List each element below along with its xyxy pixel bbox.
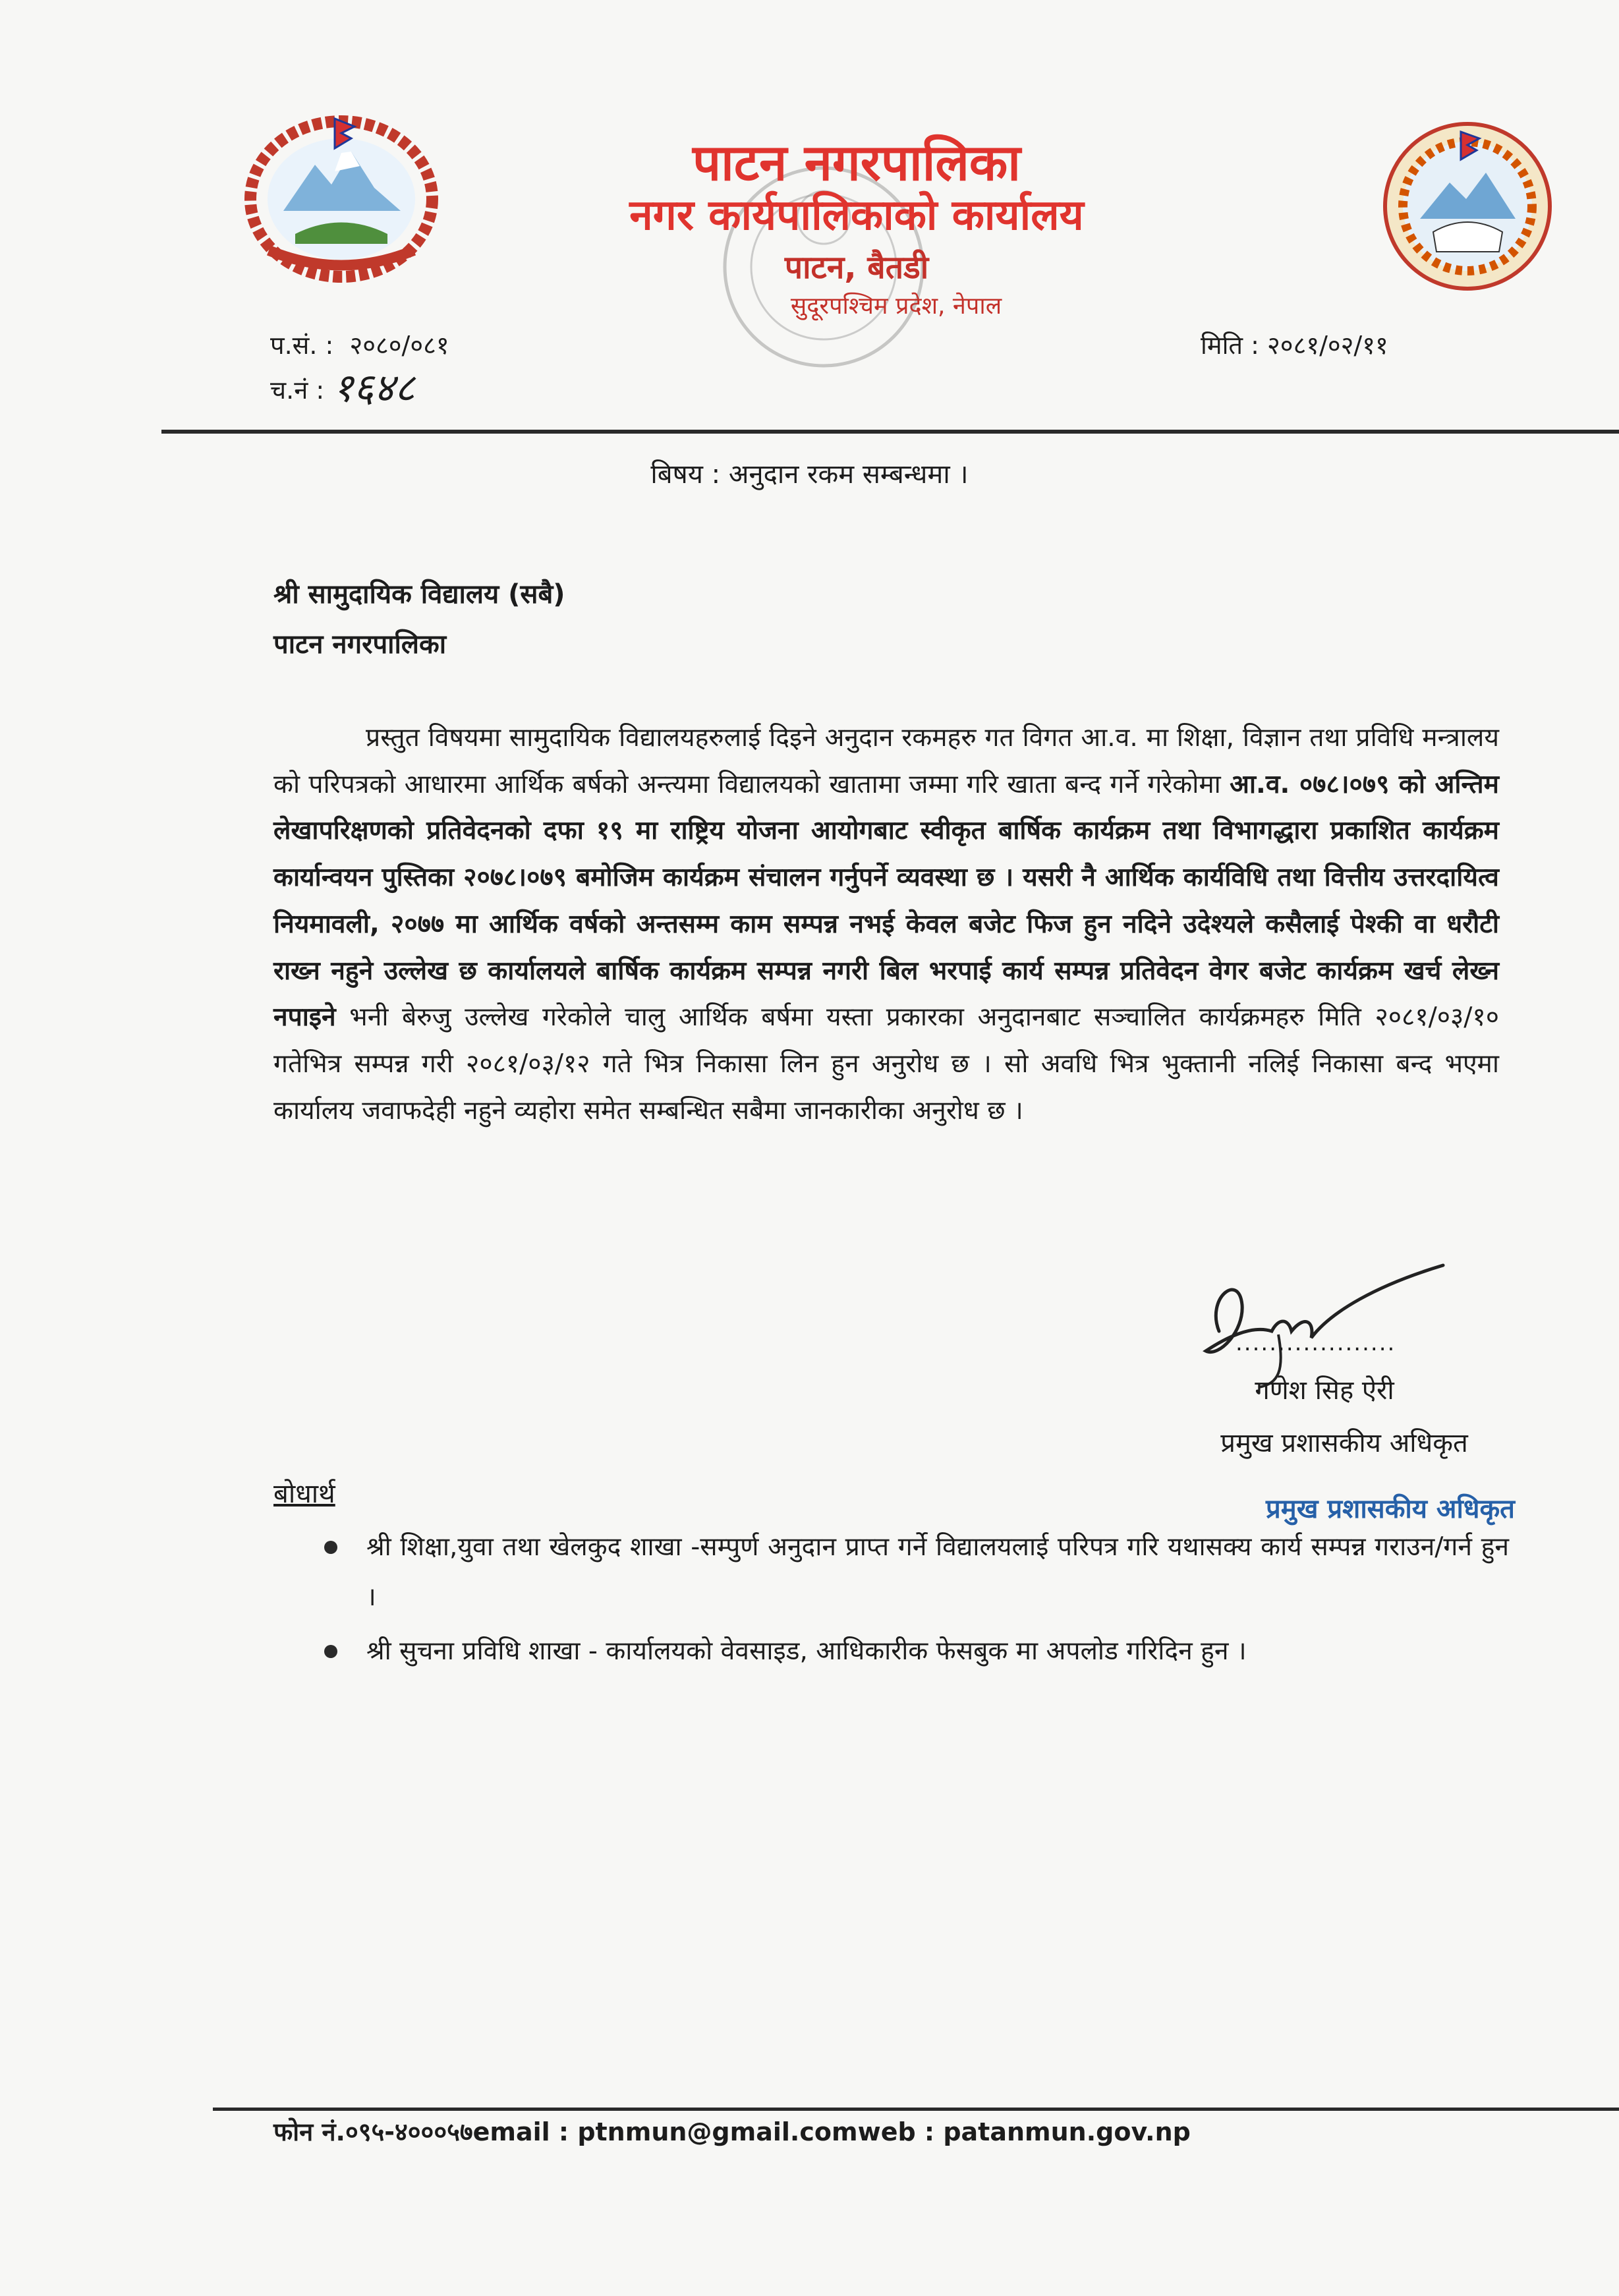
cc-item-text: श्री शिक्षा,युवा तथा खेलकुद शाखा -सम्पुर्ण अनुदान प्राप्त गर्ने विद्यालयलाई परिपत्र गरि यथासक्य कार्य सम्पन्न गराउन/गर्न हुन ।: [366, 1532, 1509, 1612]
footer-divider: [213, 2108, 1619, 2111]
header-divider: [161, 430, 1619, 434]
reference-label: प.सं. :: [270, 331, 334, 360]
signature-line: ...................: [1236, 1330, 1396, 1356]
reference-value: २०८०/०८१: [349, 331, 449, 360]
signatory-name: गणेश सिह ऐरी: [1255, 1375, 1394, 1406]
body-text-1: प्रस्तुत विषयमा सामुदायिक विद्यालयहरुलाई दिइने अनुदान रकमहरु गत विगत आ.व. मा शिक्षा, विज्ञान तथा प्रविधि मन्त्रालय को परिपत्रको आधारमा आर्थिक बर्षको अन्त्यमा विद्यालयको खातामा जम्मा गरि खाता बन्द गर्ने गरेकोमा: [273, 723, 1499, 799]
cc-list-item: [323, 1626, 1509, 1677]
office-name: नगर कार्यपालिकाको कार्यालय: [629, 191, 1084, 240]
recipient-line-1: श्री सामुदायिक विद्यालय (सबै): [273, 579, 565, 610]
government-emblem-icon: [242, 112, 440, 283]
province-name: सुदूरपश्चिम प्रदेश, नेपाल: [790, 293, 1002, 320]
signatory-title: प्रमुख प्रशासकीय अधिकृत: [1220, 1428, 1468, 1458]
body-text-bold: आ.व. ०७८।०७९ को अन्तिम लेखापरिक्षणको प्रतिवेदनको दफा १९ मा राष्ट्रिय योजना आयोगबाट स्वीकृत बार्षिक कार्यक्रम तथा विभागद्धारा प्रकाशित कार्यक्रम कार्यान्वयन पुस्तिका २०७८।०७९ बमोजिम कार्यक्रम संचालन गर्नुपर्ने व्यवस्था छ । यसरी नै आर्थिक कार्यविधि तथा वित्तीय उत्तरदायित्व नियमावली, २०७७ मा आर्थिक वर्षको अन्तसम्म काम सम्पन्न नभई केवल बजेट फिज हुन नदिने उदेश्यले कसैलाई पेश्की वा धरौटी राख्न नहुने उल्लेख छ कार्यालयले बार्षिक कार्यक्रम सम्पन्न नगरी बिल भरपाई कार्य सम्पन्न प्रतिवेदन वेगर बजेट कार्यक्रम खर्च लेख्न नपाइने: [273, 769, 1500, 1033]
cc-item-text: श्री सुचना प्रविधि शाखा - कार्यालयको वेवसाइड, आधिकारीक फेसबुक मा अपलोड गरिदिन हुन ।: [366, 1636, 1247, 1666]
footer-contact: फोन नं.०९५-४०००५७email : ptnmun@gmail.comweb : patanmun.gov.np: [273, 2117, 1191, 2146]
dispatch-number-label: च.नं :: [270, 376, 325, 405]
office-address: पाटन, बैतडी: [784, 249, 929, 286]
dispatch-number-value: १६४८: [333, 365, 415, 411]
reference-number: [270, 328, 449, 362]
date-value: २०८१/०२/११: [1267, 331, 1388, 360]
letter-date: [1201, 328, 1388, 362]
letter-subject: बिषय : अनुदान रकम सम्बन्धमा ।: [650, 459, 969, 490]
date-label: मिति :: [1201, 331, 1259, 360]
cc-heading: बोधार्थ: [273, 1479, 335, 1509]
cc-list-item: [323, 1522, 1509, 1622]
recipient-line-2: पाटन नगरपालिका: [273, 629, 447, 660]
organization-name: पाटन नगरपालिका: [693, 133, 1021, 192]
designation-stamp: प्रमुख प्रशासकीय अधिकृत: [1266, 1494, 1515, 1524]
body-text-3: भनी बेरुजु उल्लेख गरेकोले चालु आर्थिक बर्षमा यस्ता प्रकारका अनुदानबाट सञ्चालित कार्यक्रमहरु मिति २०८१/०३/१० गतेभित्र सम्पन्न गरी २०८१/०३/१२ गते भित्र निकासा लिन हुन अनुरोध छ । सो अवधि भित्र भुक्तानी नलिई निकासा बन्द भएमा कार्यालय जवाफदेही नहुने व्यहोरा समेत सम्बन्धित सबैमा जानकारीका अनुरोध छ ।: [273, 1002, 1499, 1126]
letter-body: [273, 715, 1499, 1134]
municipality-logo-icon: [1380, 120, 1555, 293]
